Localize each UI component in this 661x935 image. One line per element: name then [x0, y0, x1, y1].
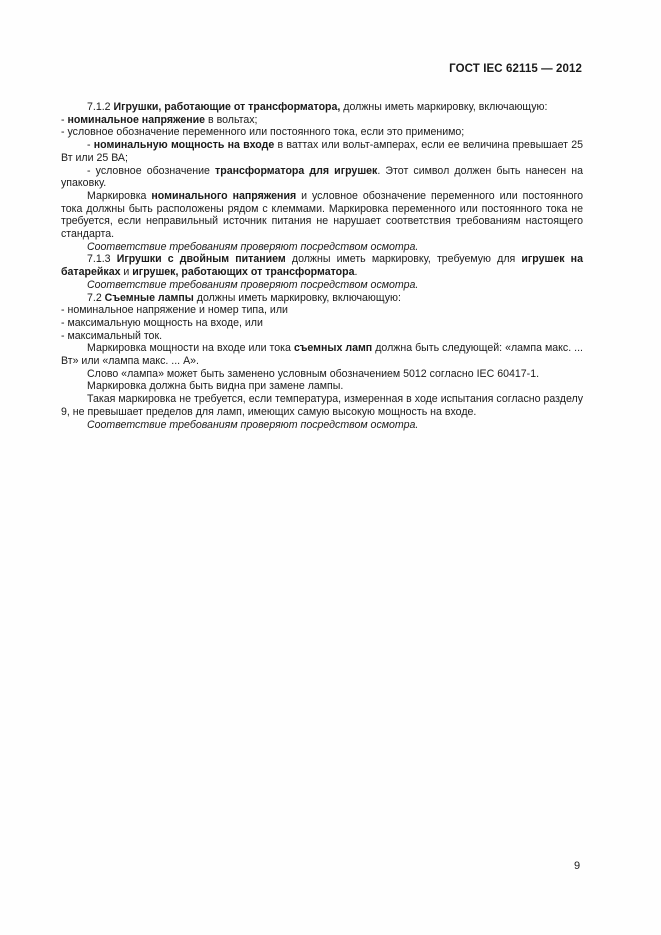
term-bold: съемных ламп: [293, 342, 373, 355]
term-bold: Игрушки, работающие от трансформатора,: [113, 101, 341, 113]
standard-header: ГОСТ IEC 62115 — 2012: [449, 63, 582, 75]
paragraph-7-2: [61, 292, 583, 305]
paragraph-text: Маркировка: [87, 189, 152, 202]
list-bullet: -: [61, 113, 68, 126]
clause-number: 7.2: [87, 291, 105, 304]
paragraph-text: в вольтах;: [205, 113, 258, 126]
term-bold: игрушек, работающих от трансформатора: [132, 266, 355, 279]
paragraph-text: .: [354, 266, 358, 279]
list-item: [61, 114, 583, 127]
paragraph-text: . Этот символ должен быть нанесен на упаковку.: [61, 164, 583, 190]
paragraph: Такая маркировка не требуется, если температура, измеренная в ходе испытания согласно разделу 9, не превышает пределов для ламп, имеющих самую высокую мощность на входе.: [61, 393, 583, 418]
paragraph-text: и: [120, 266, 133, 279]
page-number: 9: [574, 860, 581, 872]
paragraph-text: - условное обозначение: [87, 164, 216, 177]
paragraph-7-1-3: [61, 253, 583, 278]
paragraph-text: должна быть следующей: «лампа макс. ... Вт» или «лампа макс. ... А».: [61, 342, 584, 368]
list-item: [61, 165, 583, 190]
paragraph: [61, 190, 583, 241]
term-bold: игрушек на батарейках: [61, 253, 583, 279]
clause-number: 7.1.2: [87, 101, 114, 113]
paragraph: Маркировка должна быть видна при замене лампы.: [87, 380, 344, 393]
term-bold: трансформатора для игрушек: [215, 164, 378, 177]
document-body: [61, 101, 583, 431]
term-bold: номинальную мощность на входе: [93, 139, 275, 152]
clause-number: 7.1.3: [87, 253, 117, 266]
list-item: - номинальное напряжение и номер типа, или: [61, 304, 288, 317]
paragraph-text: должны иметь маркировку, включающую:: [340, 101, 548, 113]
paragraph-7-1-2: [61, 101, 583, 114]
term-bold: Съемные лампы: [104, 291, 194, 304]
compliance-note: Соответствие требованиям проверяют посредством осмотра.: [87, 418, 419, 431]
paragraph: [61, 342, 583, 367]
list-item: [61, 126, 583, 139]
term-bold: номинального напряжения: [151, 189, 297, 202]
paragraph-text: должны иметь маркировку, требуемую для: [285, 253, 522, 266]
compliance-note: Соответствие требованиям проверяют посредством осмотра.: [87, 240, 419, 253]
term-bold: номинальное напряжение: [67, 113, 206, 126]
paragraph: Слово «лампа» может быть заменено условным обозначением 5012 согласно IEC 60417-1.: [87, 367, 540, 380]
paragraph-text: - условное обозначение переменного или постоянного тока, если это применимо;: [61, 126, 465, 139]
paragraph-text: в ваттах или вольт-амперах, если ее величина превышает 25 Вт или 25 ВА;: [61, 139, 583, 164]
list-item: [61, 139, 583, 164]
paragraph-text: должны иметь маркировку, включающую:: [193, 291, 401, 304]
paragraph-text: и условное обозначение переменного или постоянного тока должны быть расположены рядом с клеммами. Маркировка переменного или постоянного тока не требуется, если неправильный источник питания не нарушает соответствия требованиям настоящего стандарта.: [61, 189, 583, 241]
list-bullet: -: [87, 139, 94, 152]
paragraph-text: Маркировка мощности на входе или тока: [87, 342, 294, 355]
term-bold: Игрушки с двойным питанием: [116, 253, 286, 266]
list-item: - максимальную мощность на входе, или: [61, 316, 263, 329]
compliance-note: Соответствие требованиям проверяют посредством осмотра.: [87, 278, 419, 291]
list-item: - максимальный ток.: [61, 329, 163, 342]
